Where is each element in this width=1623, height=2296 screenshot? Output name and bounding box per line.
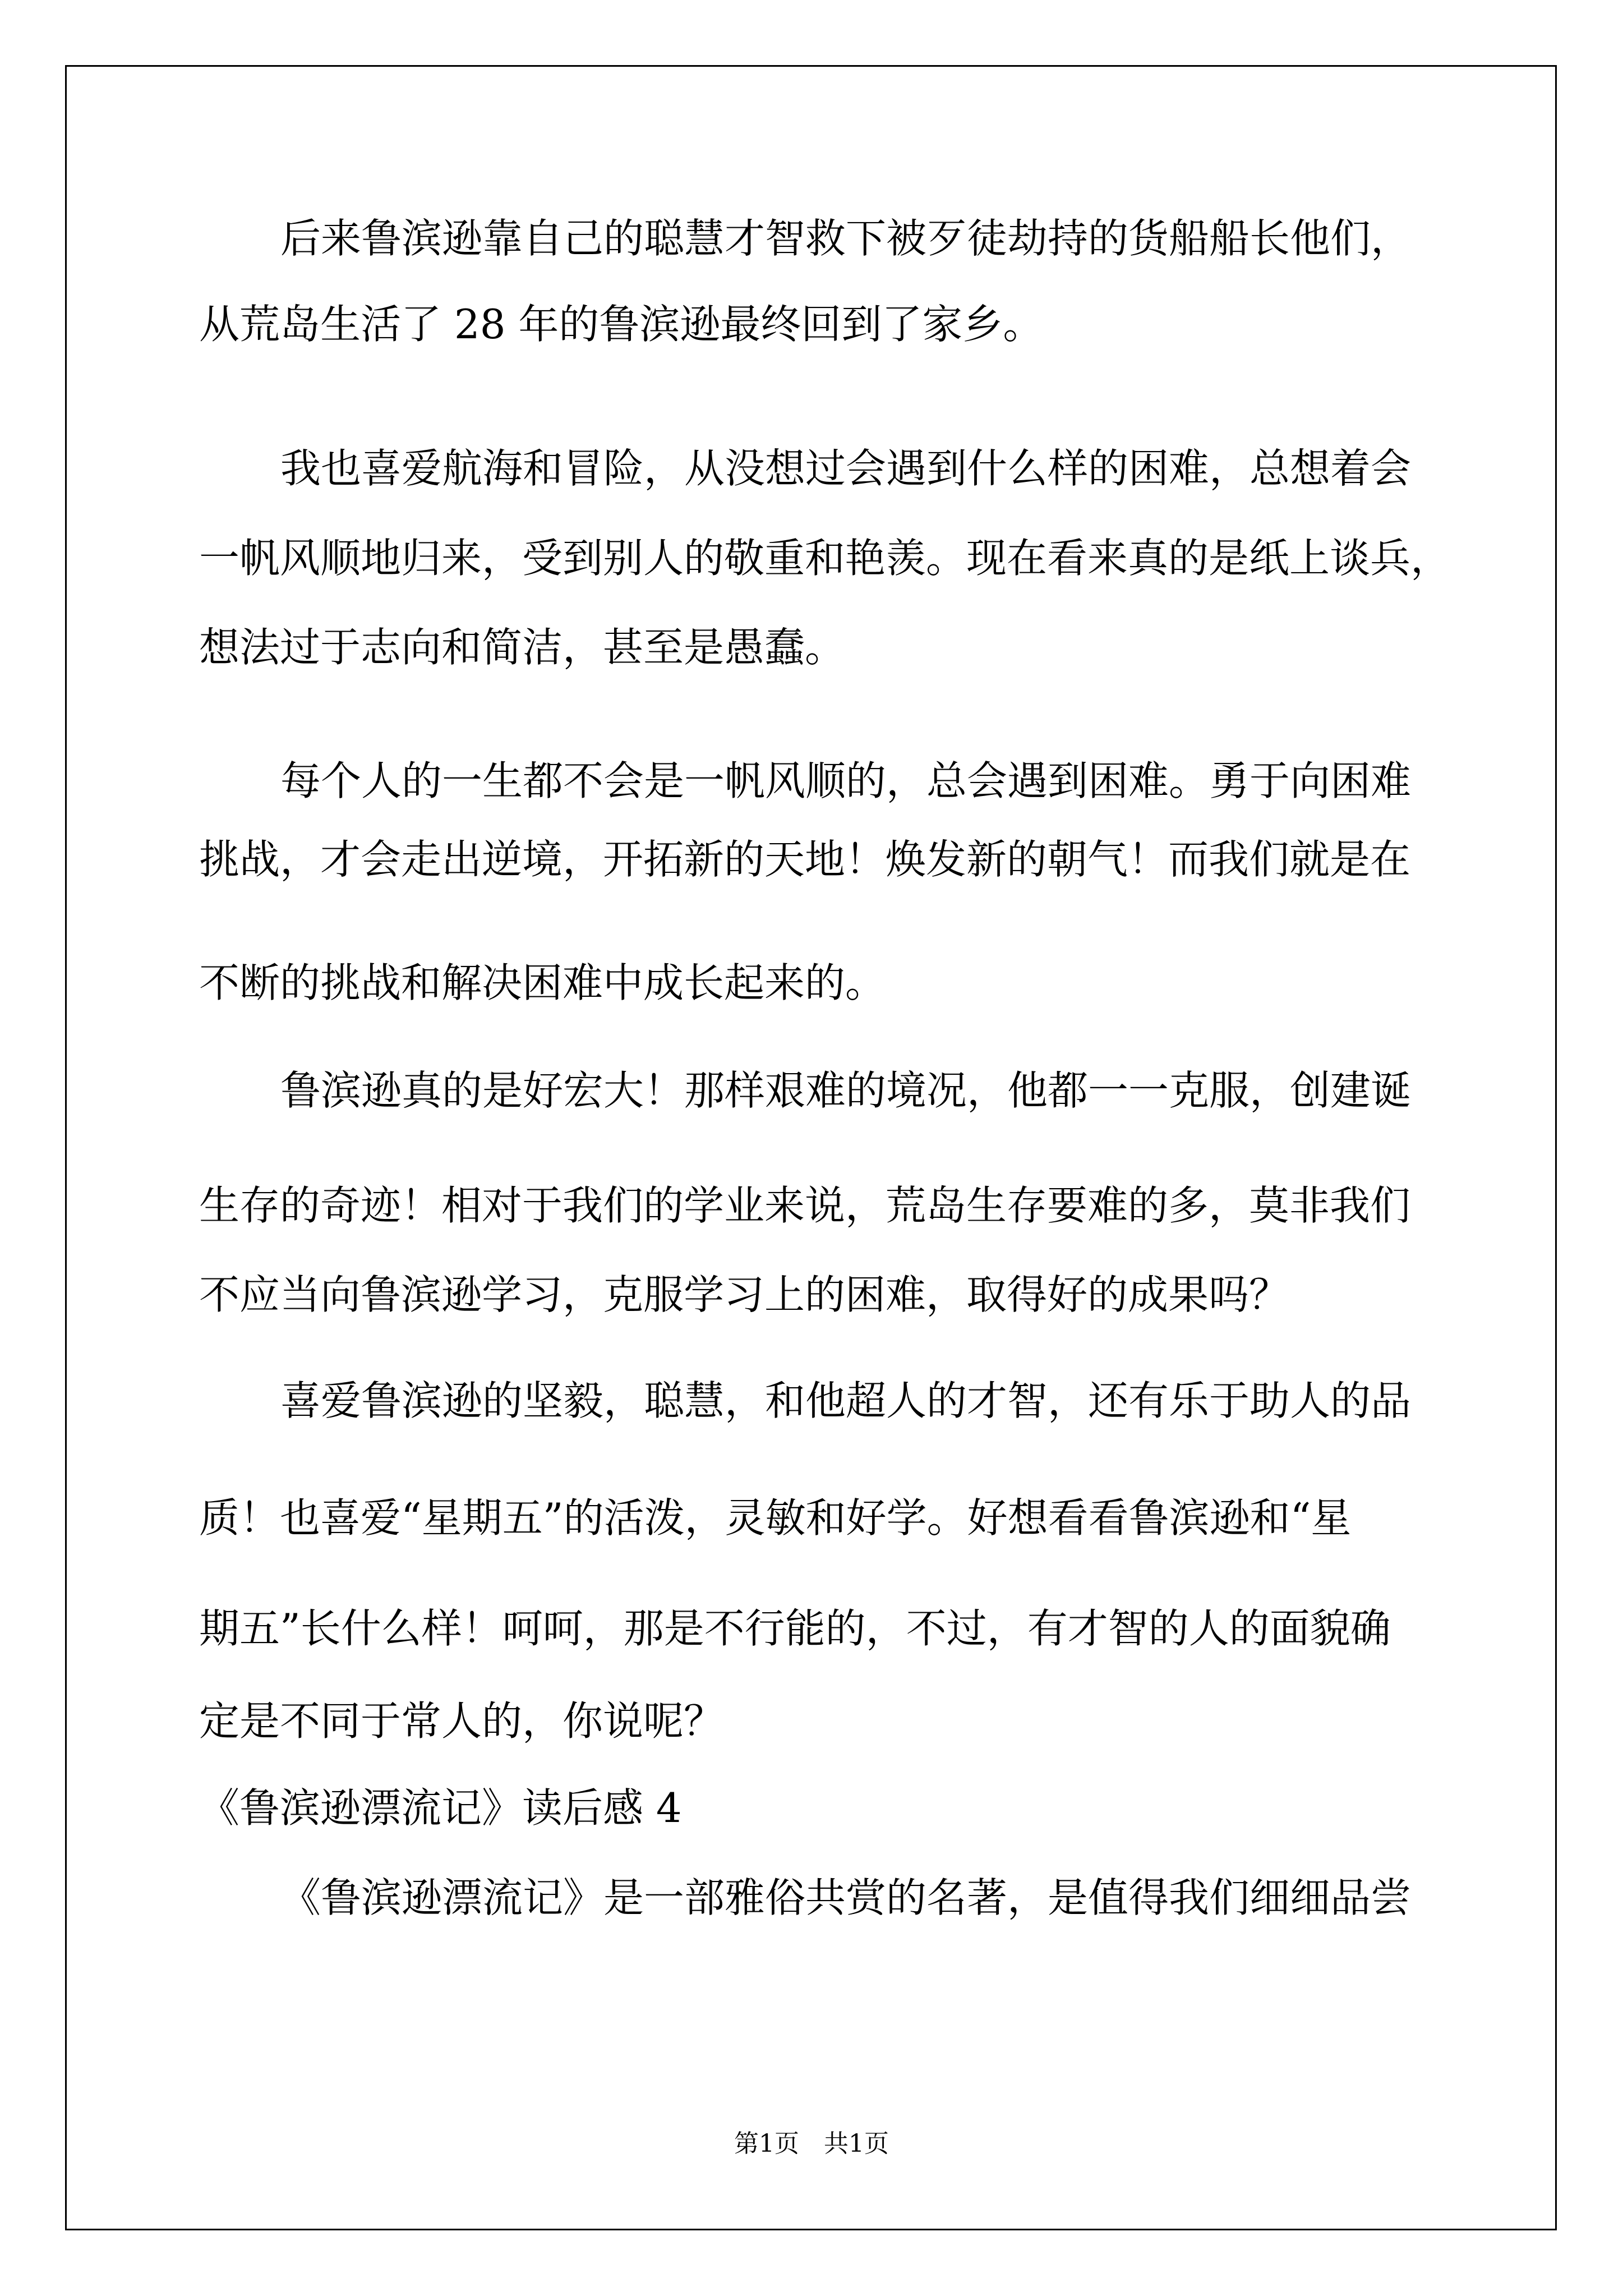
paragraph-line: 从荒岛生活了 28 年的鲁滨逊最终回到了家乡。: [199, 301, 1044, 348]
paragraph-line: 每个人的一生都不会是一帆风顺的，总会遇到困难。勇于向困难: [280, 757, 1412, 804]
paragraph-line: 生存的奇迹！相对于我们的学业来说，荒岛生存要难的多，莫非我们: [199, 1182, 1411, 1229]
paragraph-line: 《鲁滨逊漂流记》是一部雅俗共赏的名著，是值得我们细细品尝: [280, 1874, 1412, 1921]
paragraph-line: 后来鲁滨逊靠自己的聪慧才智救下被歹徒劫持的货船船长他们，: [280, 215, 1412, 262]
paragraph-line: 喜爱鲁滨逊的坚毅，聪慧，和他超人的才智，还有乐于助人的品: [280, 1377, 1412, 1424]
section-heading: 《鲁滨逊漂流记》读后感 4: [199, 1784, 682, 1832]
paragraph-line: 期五”长什么样！呵呵，那是不行能的，不过，有才智的人的面貌确: [199, 1605, 1391, 1652]
paragraph-line: 定是不同于常人的，你说呢？: [199, 1697, 725, 1745]
paragraph-line: 挑战，才会走出逆境，开拓新的天地！焕发新的朝气！而我们就是在: [199, 836, 1411, 883]
paragraph-line: 鲁滨逊真的是好宏大！那样艰难的境况，他都一一克服，创建诞: [280, 1067, 1412, 1114]
paragraph-line: 质！也喜爱“星期五”的活泼，灵敏和好学。好想看看鲁滨逊和“星: [199, 1494, 1352, 1542]
paragraph-line: 不应当向鲁滨逊学习，克服学习上的困难，取得好的成果吗？: [199, 1271, 1290, 1318]
paragraph-line: 想法过于志向和简洁，甚至是愚蠢。: [199, 624, 846, 671]
paragraph-line: 一帆风顺地归来，受到别人的敬重和艳羡。现在看来真的是纸上谈兵，: [199, 535, 1451, 582]
paragraph-line: 我也喜爱航海和冒险，从没想过会遇到什么样的困难，总想着会: [280, 445, 1412, 492]
paragraph-line: 不断的挑战和解决困难中成长起来的。: [199, 959, 886, 1006]
page-footer: 第1页 共1页: [734, 2129, 889, 2158]
